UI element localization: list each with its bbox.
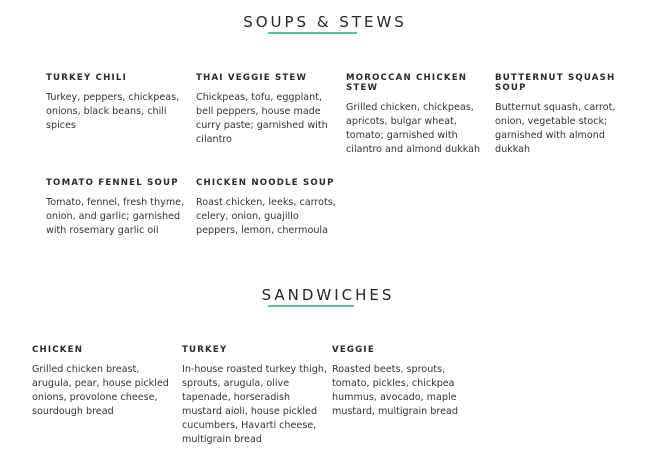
menu-item-description: Chickpeas, tofu, eggplant, bell peppers, house made curry paste; garnished with cilantro [196,92,328,145]
menu-item-name: TURKEY CHILI [46,73,127,83]
menu-item-chicken-noodle-soup [196,178,342,238]
menu-item-name: BUTTERNUT SQUASH SOUP [495,73,616,93]
menu-item-name: VEGGIE [332,345,375,355]
menu-item-name: CHICKEN [32,345,84,355]
menu-item-description: Roast chicken, leeks, carrots, celery, onion, guajillo peppers, lemon, chermoula [196,197,336,236]
menu-item-name: MOROCCAN CHICKEN STEW [346,73,468,93]
section-title-underline [268,32,357,34]
menu-item-name: THAI VEGGIE STEW [196,73,308,83]
menu-item-description: Grilled chicken, chickpeas, apricots, bulgar wheat, tomato; garnished with cilantro and almond dukkah [346,102,481,155]
menu-item-description: Roasted beets, sprouts, tomato, pickles, chickpea hummus, avocado, maple mustard, multigrain bread [332,364,458,417]
menu-item-description: Turkey, peppers, chickpeas, onions, black beans, chili spices [46,92,180,131]
section-title-soups-stews: SOUPS & STEWS [243,13,407,31]
menu-item-tomato-fennel-soup [46,178,192,238]
section-title-sandwiches: SANDWICHES [261,286,395,304]
menu-item-description: In-house roasted turkey thigh, sprouts, arugula, olive tapenade, horseradish mustard aioli, house pickled cucumbers, Havarti cheese, multigrain bread [182,364,327,445]
menu-item-name: CHICKEN NOODLE SOUP [196,178,335,188]
menu-item-name: TOMATO FENNEL SOUP [46,178,179,188]
menu-item-description: Grilled chicken breast, arugula, pear, house pickled onions, provolone cheese, sourdough bread [32,364,169,417]
menu-item-turkey-chili [46,73,192,133]
menu-item-description: Butternut squash, carrot, onion, vegetable stock; garnished with almond dukkah [495,102,616,155]
menu-item-thai-veggie-stew [196,73,342,147]
section-title-underline [268,305,354,307]
menu-item-veggie-sandwich [332,345,478,419]
menu-item-chicken-sandwich [32,345,178,419]
menu-item-turkey-sandwich [182,345,328,447]
menu-item-name: TURKEY [182,345,228,355]
menu-item-butternut-squash-soup [495,73,641,157]
menu-item-moroccan-chicken-stew [346,73,492,157]
menu-item-description: Tomato, fennel, fresh thyme, onion, and garlic; garnished with rosemary garlic oil [46,197,185,236]
